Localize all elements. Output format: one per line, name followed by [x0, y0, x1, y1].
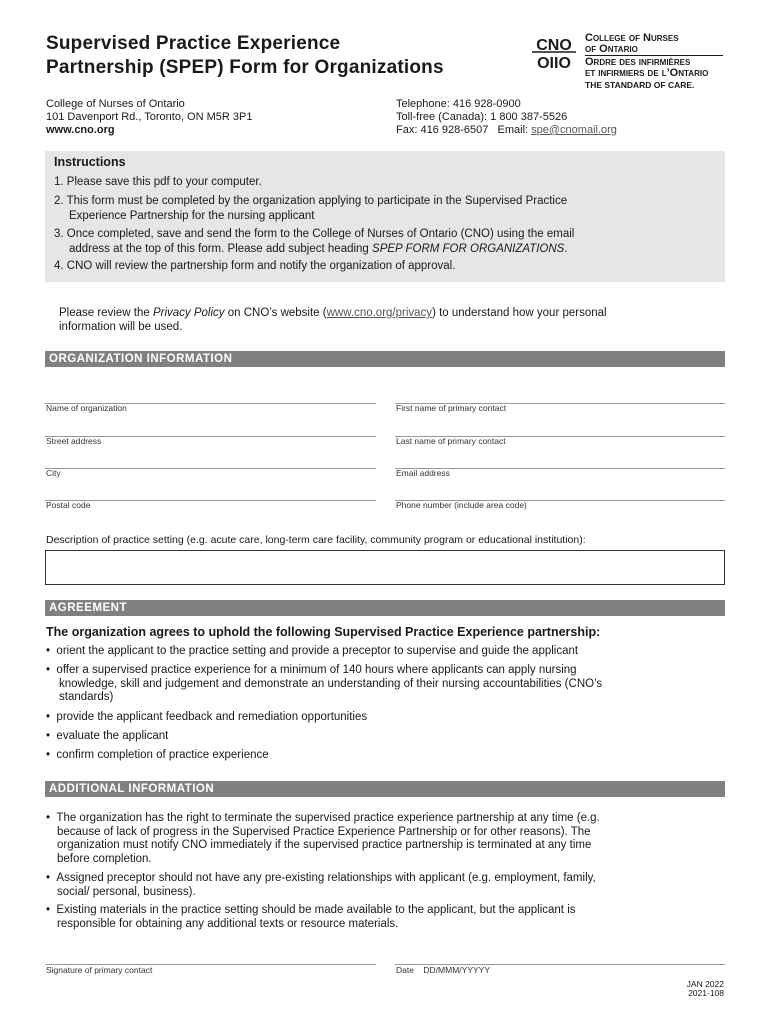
section-agreement: AGREEMENT: [45, 600, 725, 616]
org-name: College of Nurses of Ontario: [46, 98, 185, 110]
city-input[interactable]: [45, 468, 376, 469]
street-address-label: Street address: [46, 436, 102, 446]
phone-block: [396, 98, 617, 137]
agreement-bullet-4: • evaluate the applicant: [46, 730, 169, 742]
logo-line-1: College of Nurses: [585, 32, 679, 44]
tollfree: Toll-free (Canada): 1 800 387-5526: [396, 111, 568, 123]
email-label-field: Email address: [396, 468, 450, 478]
privacy-link[interactable]: www.cno.org/privacy: [326, 307, 433, 319]
logo-line-4: et infirmiers de l’Ontario: [585, 66, 709, 79]
last-name-label: Last name of primary contact: [396, 436, 506, 446]
footer-date: JAN 2022: [686, 979, 724, 989]
date-label-group: [396, 965, 490, 975]
section-organization-information: ORGANIZATION INFORMATION: [45, 351, 725, 367]
postal-code-input[interactable]: [45, 500, 376, 501]
email-link[interactable]: spe@cnomail.org: [531, 124, 617, 136]
agreement-bullet-3: • provide the applicant feedback and remediation opportunities: [46, 711, 368, 723]
instructions-box: [45, 151, 725, 282]
description-label: Description of practice setting (e.g. acute care, long-term care facility, community program or educational institution):: [46, 534, 586, 546]
logo-mark-top: CNO: [536, 37, 572, 54]
description-textarea[interactable]: [45, 550, 725, 585]
additional-bullet-1: • The organization has the right to terminate the supervised practice experience partnership at any time (e.g. because of lack of progress in the Supervised Practice Experience Partnership or for other reasons). The organization must notify CNO immediately if the supervised practice partnership is terminated at any time before completion.: [46, 812, 600, 865]
additional-bullet-3: • Existing materials in the practice setting should be made available to the applicant, but the applicant is responsible for obtaining any additional texts or resource materials.: [46, 904, 576, 930]
agreement-lead: The organization agrees to uphold the following Supervised Practice Experience partnership:: [46, 625, 601, 639]
postal-code-label: Postal code: [46, 500, 91, 510]
org-name-label: Name of organization: [46, 403, 127, 413]
footer-code: [687, 980, 724, 998]
title-line-2: Partnership (SPEP) Form for Organizations: [46, 57, 444, 78]
cno-logo-mark: [531, 34, 577, 70]
first-name-label: First name of primary contact: [396, 403, 507, 413]
email-label: Email:: [497, 124, 529, 136]
privacy-note: Please review the Privacy Policy on CNO’s website (www.cno.org/privacy) to understand how your personal information will be used.: [59, 307, 607, 333]
telephone: Telephone: 416 928-0900: [396, 98, 521, 110]
instruction-step-4: 4. CNO will review the partnership form and notify the organization of approval.: [54, 260, 456, 272]
website-link[interactable]: www.cno.org: [46, 124, 115, 136]
street: 101 Davenport Rd., Toronto, ON M5R 3P1: [46, 111, 253, 123]
signature-label: Signature of primary contact: [46, 965, 153, 975]
title-line-1: Supervised Practice Experience: [46, 33, 341, 54]
instruction-step-1: 1. Please save this pdf to your computer.: [54, 176, 262, 188]
fax-email-line: [396, 124, 617, 137]
agreement-bullet-5: • confirm completion of practice experience: [46, 749, 269, 761]
agreement-bullet-1: • orient the applicant to the practice setting and provide a preceptor to supervise and guide the applicant: [46, 645, 579, 657]
date-label: Date: [396, 965, 414, 975]
fax: Fax: 416 928-6507: [396, 124, 489, 136]
instruction-step-2: 2. This form must be completed by the organization applying to participate in the Supervised Practice Experience Partnership for the nursing applicant: [54, 195, 568, 222]
phone-label: Phone number (include area code): [396, 500, 527, 510]
logo-wordmark: [585, 33, 723, 78]
additional-bullet-2: • Assigned preceptor should not have any pre-existing relationships with applicant (e.g. employment, family, social/ personal, business).: [46, 872, 596, 898]
city-label: City: [46, 468, 61, 478]
page-title: [46, 32, 444, 80]
section-additional-information: ADDITIONAL INFORMATION: [45, 781, 725, 797]
agreement-bullet-2: • offer a supervised practice experience for a minimum of 140 hours where applicants can apply nursing knowledge, skill and judgement and demonstrate an understanding of their nursing accountabilities (CNO’s standards): [46, 664, 603, 703]
logo-line-3: Ordre des infirmières: [585, 56, 691, 68]
date-format: DD/MMM/YYYYY: [423, 965, 491, 975]
logo-tagline: THE STANDARD OF CARE.: [585, 80, 695, 90]
instruction-step-3: 3. Once completed, save and send the form to the College of Nurses of Ontario (CNO) using the email address at the top of this form. Please add subject heading SPEP FORM FOR ORGANIZATIONS.: [54, 228, 575, 255]
logo-mark-bottom: OIIO: [537, 55, 571, 70]
footer-form-code: 2021-108: [688, 988, 724, 998]
logo-line-2: of Ontario: [585, 42, 638, 55]
instructions-heading: Instructions: [54, 155, 126, 169]
address-block: [46, 98, 252, 137]
